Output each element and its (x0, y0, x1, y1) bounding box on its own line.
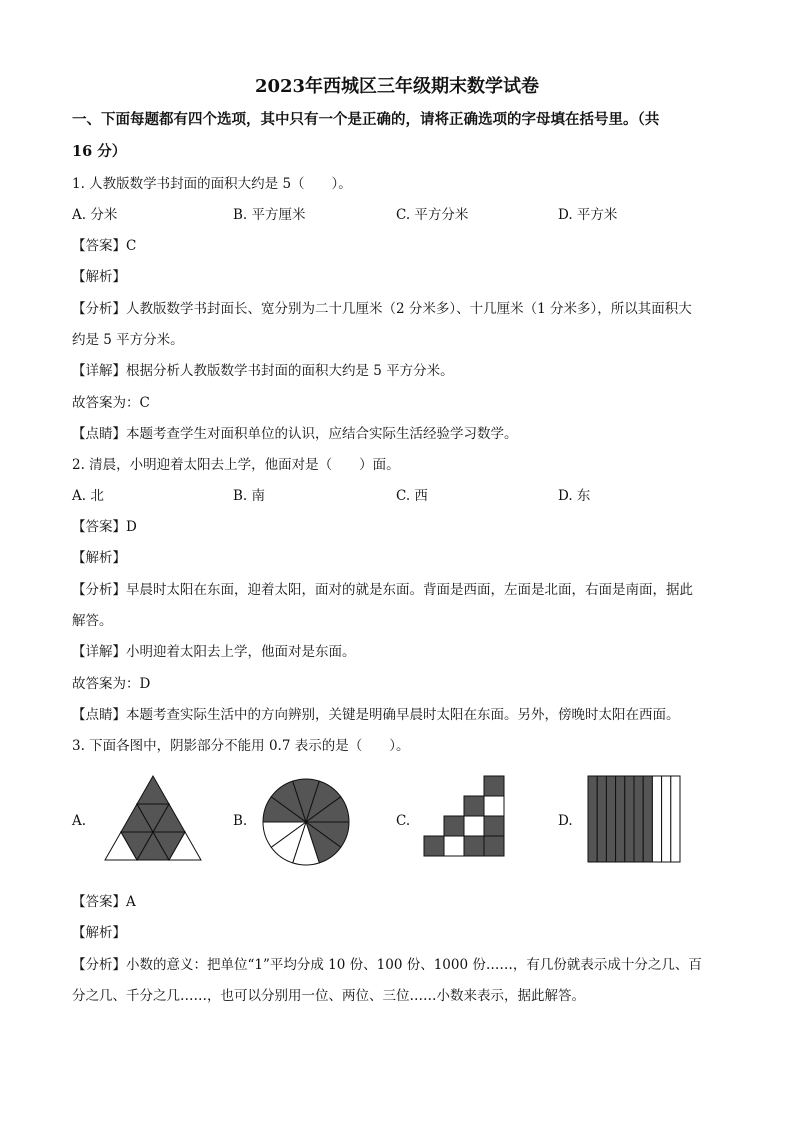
q1-detail: 【详解】根据分析人教版数学书封面的面积大约是 5 平方分米。 (72, 363, 454, 379)
figure-c-label: C. (396, 813, 411, 829)
q1-option-a: A. 分米 (72, 207, 118, 223)
staircase-square (464, 836, 484, 856)
staircase-square (484, 796, 504, 816)
vertical-strip (597, 776, 606, 862)
q2-option-b: B. 南 (233, 488, 266, 504)
section-heading: 一、下面每题都有四个选项，其中只有一个是正确的，请将正确选项的字母填在括号里。（共 (72, 111, 660, 128)
figure-c-staircase (423, 775, 505, 857)
staircase-square (444, 816, 464, 836)
q3-answer: 【答案】A (72, 894, 136, 910)
staircase-square (464, 816, 484, 836)
q3-fenxi: 【分析】小数的意义：把单位“1”平均分成 10 份、100 份、1000 份……，有几份就表示成十分之几、百 (72, 957, 702, 973)
q2-detail: 【详解】小明迎着太阳去上学，他面对是东面。 (72, 644, 356, 660)
vertical-strip (606, 776, 615, 862)
section-heading-cont: 16 分） (72, 143, 127, 160)
staircase-square (424, 836, 444, 856)
q1-fenxi: 【分析】人教版数学书封面长、宽分别为二十几厘米（2 分米多）、十几厘米（1 分米多），所以其面积大 (72, 301, 692, 317)
staircase-square (444, 836, 464, 856)
staircase-square (484, 836, 504, 856)
q3-fenxi-cont: 分之几、千分之几……，也可以分别用一位、两位、三位……小数来表示，据此解答。 (72, 988, 585, 1004)
q2-fenxi-cont: 解答。 (72, 613, 113, 629)
q1-remark: 【点睛】本题考查学生对面积单位的认识，应结合实际生活经验学习数学。 (72, 426, 518, 442)
figure-d-label: D. (558, 813, 573, 829)
q2-option-a: A. 北 (72, 488, 104, 504)
vertical-strip (634, 776, 643, 862)
q1-fenxi-cont: 约是 5 平方分米。 (72, 332, 184, 348)
q3-stem: 3. 下面各图中，阴影部分不能用 0.7 表示的是（ ）。 (72, 738, 410, 754)
q2-remark: 【点睛】本题考查实际生活中的方向辨别，关键是明确早晨时太阳在东面。另外，傍晚时太阳在西面。 (72, 707, 680, 723)
staircase-square (464, 796, 484, 816)
figure-a-label: A. (72, 813, 87, 829)
q2-answer: 【答案】D (72, 519, 137, 535)
vertical-strip (616, 776, 625, 862)
q3-analysis-label: 【解析】 (72, 925, 126, 941)
q1-option-c: C. 平方分米 (396, 207, 469, 223)
q1-analysis-label: 【解析】 (72, 269, 126, 285)
figure-d-strips (587, 775, 681, 863)
q2-final-answer: 故答案为：D (72, 676, 151, 692)
page-title: 2023年西城区三年级期末数学试卷 (254, 76, 540, 97)
q2-fenxi: 【分析】早晨时太阳在东面，迎着太阳，面对的就是东面。背面是西面，左面是北面，右面是南面，据此 (72, 582, 693, 598)
q1-final-answer: 故答案为：C (72, 395, 150, 411)
q2-option-d: D. 东 (558, 488, 591, 504)
q2-analysis-label: 【解析】 (72, 550, 126, 566)
staircase-square (484, 776, 504, 796)
vertical-strip (662, 776, 671, 862)
q1-stem: 1. 人教版数学书封面的面积大约是 5（ ）。 (72, 176, 352, 192)
q1-option-b: B. 平方厘米 (233, 207, 306, 223)
q1-option-d: D. 平方米 (558, 207, 618, 223)
figure-b-label: B. (233, 813, 248, 829)
staircase-square (484, 816, 504, 836)
vertical-strip (625, 776, 634, 862)
figure-a-triangle (104, 775, 202, 861)
vertical-strip (652, 776, 661, 862)
vertical-strip (588, 776, 597, 862)
vertical-strip (643, 776, 652, 862)
q2-option-c: C. 西 (396, 488, 428, 504)
q1-answer: 【答案】C (72, 238, 137, 254)
figure-b-circle (261, 777, 351, 867)
q2-stem: 2. 清晨，小明迎着太阳去上学，他面对是（ ）面。 (72, 457, 400, 473)
vertical-strip (671, 776, 680, 862)
